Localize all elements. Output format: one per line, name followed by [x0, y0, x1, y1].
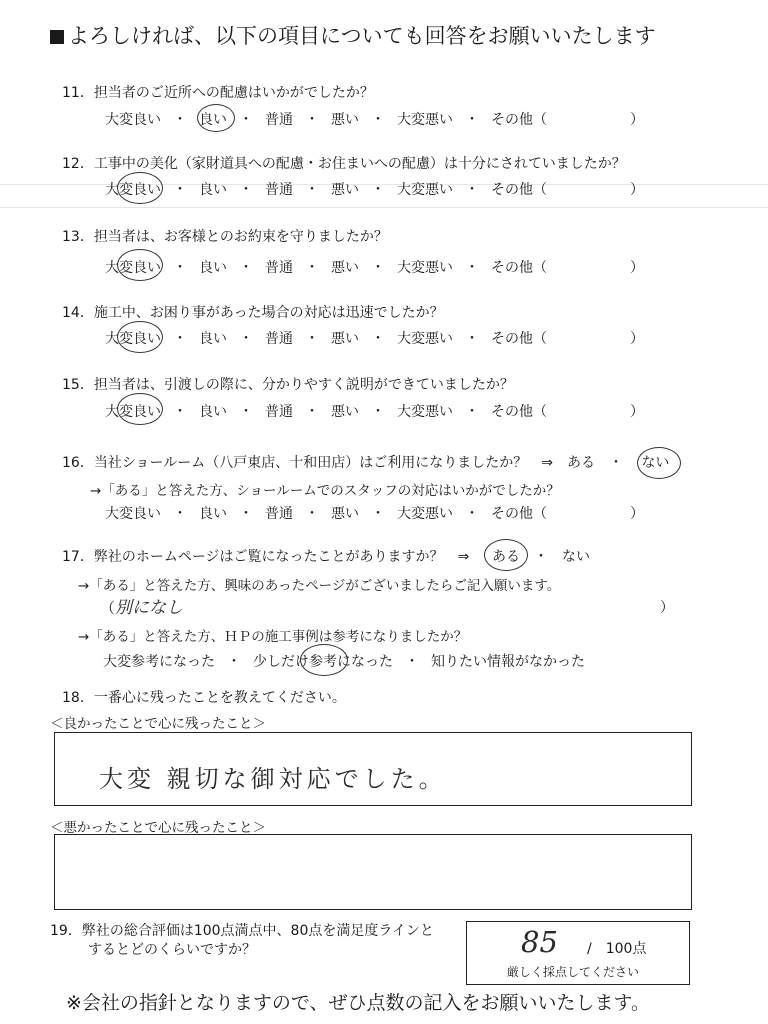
q12-selection-circle — [117, 172, 163, 204]
option-very-bad[interactable]: 大変悪い — [397, 260, 453, 276]
question-15: 15．担当者は、引渡しの際に、分かりやすく説明ができていましたか？ — [62, 377, 514, 393]
q11-options: 大変良い ・ 良い ・ 普通 ・ 悪い ・ 大変悪い ・ その他（ — [105, 109, 547, 129]
option-very-good[interactable]: 大変良い — [105, 260, 161, 276]
scan-line — [0, 207, 768, 208]
option-very-helpful[interactable]: 大変参考になった — [103, 654, 215, 670]
q11-selection-circle — [197, 104, 235, 132]
q17-sub2-options: 大変参考になった ・ 少しだけ参考になった ・ 知りたい情報がなかった — [103, 651, 585, 671]
close-paren: ） — [630, 331, 644, 347]
question-14: 14．施工中、お困り事があった場合の対応は迅速でしたか？ — [62, 305, 444, 321]
q13-selection-circle — [117, 249, 163, 281]
q17-subquestion-1: →「ある」と答えた方、興味のあったページがございましたらご記入願います。 — [78, 578, 561, 594]
good-comment-label: ＜良かったことで心に残ったこと＞ — [50, 716, 266, 732]
q17-sub1-answer-field[interactable]: （別になし — [100, 598, 184, 618]
option-other[interactable]: その他（ — [491, 260, 547, 276]
option-normal[interactable]: 普通 — [265, 506, 293, 522]
option-other[interactable]: その他（ — [491, 331, 547, 347]
option-other[interactable]: その他（ — [491, 404, 547, 420]
option-normal[interactable]: 普通 — [265, 331, 293, 347]
option-very-bad[interactable]: 大変悪い — [397, 112, 453, 128]
score-handwritten: 85 — [521, 925, 558, 959]
close-paren: ） — [630, 506, 644, 522]
option-bad[interactable]: 悪い — [331, 260, 359, 276]
footer-note: ※会社の指針となりますので、ぜひ点数の記入をお願いいたします。 — [66, 992, 651, 1014]
option-bad[interactable]: 悪い — [331, 182, 359, 198]
option-very-good[interactable]: 大変良い — [105, 182, 161, 198]
square-bullet-icon — [50, 30, 64, 44]
question-19-line1: 19．弊社の総合評価は100点満点中、80点を満足度ラインと — [50, 923, 434, 939]
close-paren: ） — [660, 600, 674, 616]
q17-subquestion-2: →「ある」と答えた方、ＨＰの施工事例は参考になりましたか？ — [78, 629, 468, 645]
option-other[interactable]: その他（ — [491, 182, 547, 198]
option-normal[interactable]: 普通 — [265, 404, 293, 420]
option-very-good[interactable]: 大変良い — [105, 404, 161, 420]
question-19-line2: するとどのくらいですか？ — [88, 942, 256, 958]
option-very-bad[interactable]: 大変悪い — [397, 182, 453, 198]
bad-comment-label: ＜悪かったことで心に残ったこと＞ — [50, 820, 266, 836]
option-good[interactable]: 良い — [199, 404, 227, 420]
option-good[interactable]: 良い — [199, 182, 227, 198]
good-comment-box[interactable] — [54, 732, 692, 806]
bad-comment-box[interactable] — [54, 834, 692, 910]
close-paren: ） — [630, 112, 644, 128]
q16-options: 大変良い ・ 良い ・ 普通 ・ 悪い ・ 大変悪い ・ その他（ — [105, 503, 547, 523]
q15-selection-circle — [117, 393, 163, 425]
option-very-good[interactable]: 大変良い — [105, 506, 161, 522]
option-bad[interactable]: 悪い — [331, 112, 359, 128]
q17-answer-no[interactable]: ・ ない — [534, 549, 590, 565]
option-normal[interactable]: 普通 — [265, 112, 293, 128]
option-bad[interactable]: 悪い — [331, 506, 359, 522]
close-paren: ） — [630, 260, 644, 276]
q14-selection-circle — [117, 321, 163, 353]
option-bad[interactable]: 悪い — [331, 331, 359, 347]
q15-options: 大変良い ・ 良い ・ 普通 ・ 悪い ・ 大変悪い ・ その他（ — [105, 401, 547, 421]
option-not-helpful[interactable]: 知りたい情報がなかった — [431, 654, 585, 670]
question-13: 13．担当者は、お客様とのお約束を守りましたか？ — [62, 229, 388, 245]
question-17: 17．弊社のホームページはご覧になったことがありますか？ ⇒ — [62, 549, 470, 565]
q13-options: 大変良い ・ 良い ・ 普通 ・ 悪い ・ 大変悪い ・ その他（ — [105, 257, 547, 277]
score-note: 厳しく採点してください — [507, 965, 640, 979]
close-paren: ） — [630, 404, 644, 420]
q16-subquestion: →「ある」と答えた方、ショールームでのスタッフの対応はいかがでしたか？ — [90, 483, 560, 499]
option-very-bad[interactable]: 大変悪い — [397, 506, 453, 522]
option-good[interactable]: 良い — [199, 260, 227, 276]
option-normal[interactable]: 普通 — [265, 260, 293, 276]
option-very-bad[interactable]: 大変悪い — [397, 331, 453, 347]
good-comment-handwritten: 大変 親切な御対応でした。 — [99, 765, 447, 793]
option-other[interactable]: その他（ — [491, 112, 547, 128]
q12-options: 大変良い ・ 良い ・ 普通 ・ 悪い ・ 大変悪い ・ その他（ — [105, 179, 547, 199]
close-paren: ） — [630, 182, 644, 198]
option-normal[interactable]: 普通 — [265, 182, 293, 198]
score-suffix: / 100点 — [587, 941, 647, 957]
option-very-good[interactable]: 大変良い — [105, 331, 161, 347]
q17-sub1-handwritten-answer: 別になし — [115, 598, 184, 618]
question-16: 16．当社ショールーム（八戸東店、十和田店）はご利用になりましたか？ ⇒ ある ・ ない — [62, 455, 670, 471]
q17-answer-yes[interactable]: ある — [492, 549, 520, 565]
option-slightly-helpful[interactable]: 少しだけ参考になった — [253, 654, 393, 670]
option-good[interactable]: 良い — [199, 112, 227, 128]
option-very-good[interactable]: 大変良い — [105, 112, 161, 128]
option-very-bad[interactable]: 大変悪い — [397, 404, 453, 420]
option-good[interactable]: 良い — [199, 506, 227, 522]
option-bad[interactable]: 悪い — [331, 404, 359, 420]
page-title: よろしければ、以下の項目についても回答をお願いいたします — [50, 20, 656, 50]
q17-sub2-selection-circle — [300, 644, 348, 676]
question-18: 18．一番心に残ったことを教えてください。 — [62, 690, 346, 706]
score-box[interactable] — [466, 921, 690, 985]
q17-selection-circle — [484, 539, 528, 571]
option-other[interactable]: その他（ — [491, 506, 547, 522]
question-11: 11．担当者のご近所への配慮はいかがでしたか？ — [62, 85, 374, 101]
q14-options: 大変良い ・ 良い ・ 普通 ・ 悪い ・ 大変悪い ・ その他（ — [105, 328, 547, 348]
q16-selection-circle — [637, 447, 681, 479]
option-good[interactable]: 良い — [199, 331, 227, 347]
q16-answer-no[interactable]: ない — [641, 455, 670, 471]
question-12: 12．工事中の美化（家財道具への配慮・お住まいへの配慮）は十分にされていましたか？ — [62, 156, 626, 172]
